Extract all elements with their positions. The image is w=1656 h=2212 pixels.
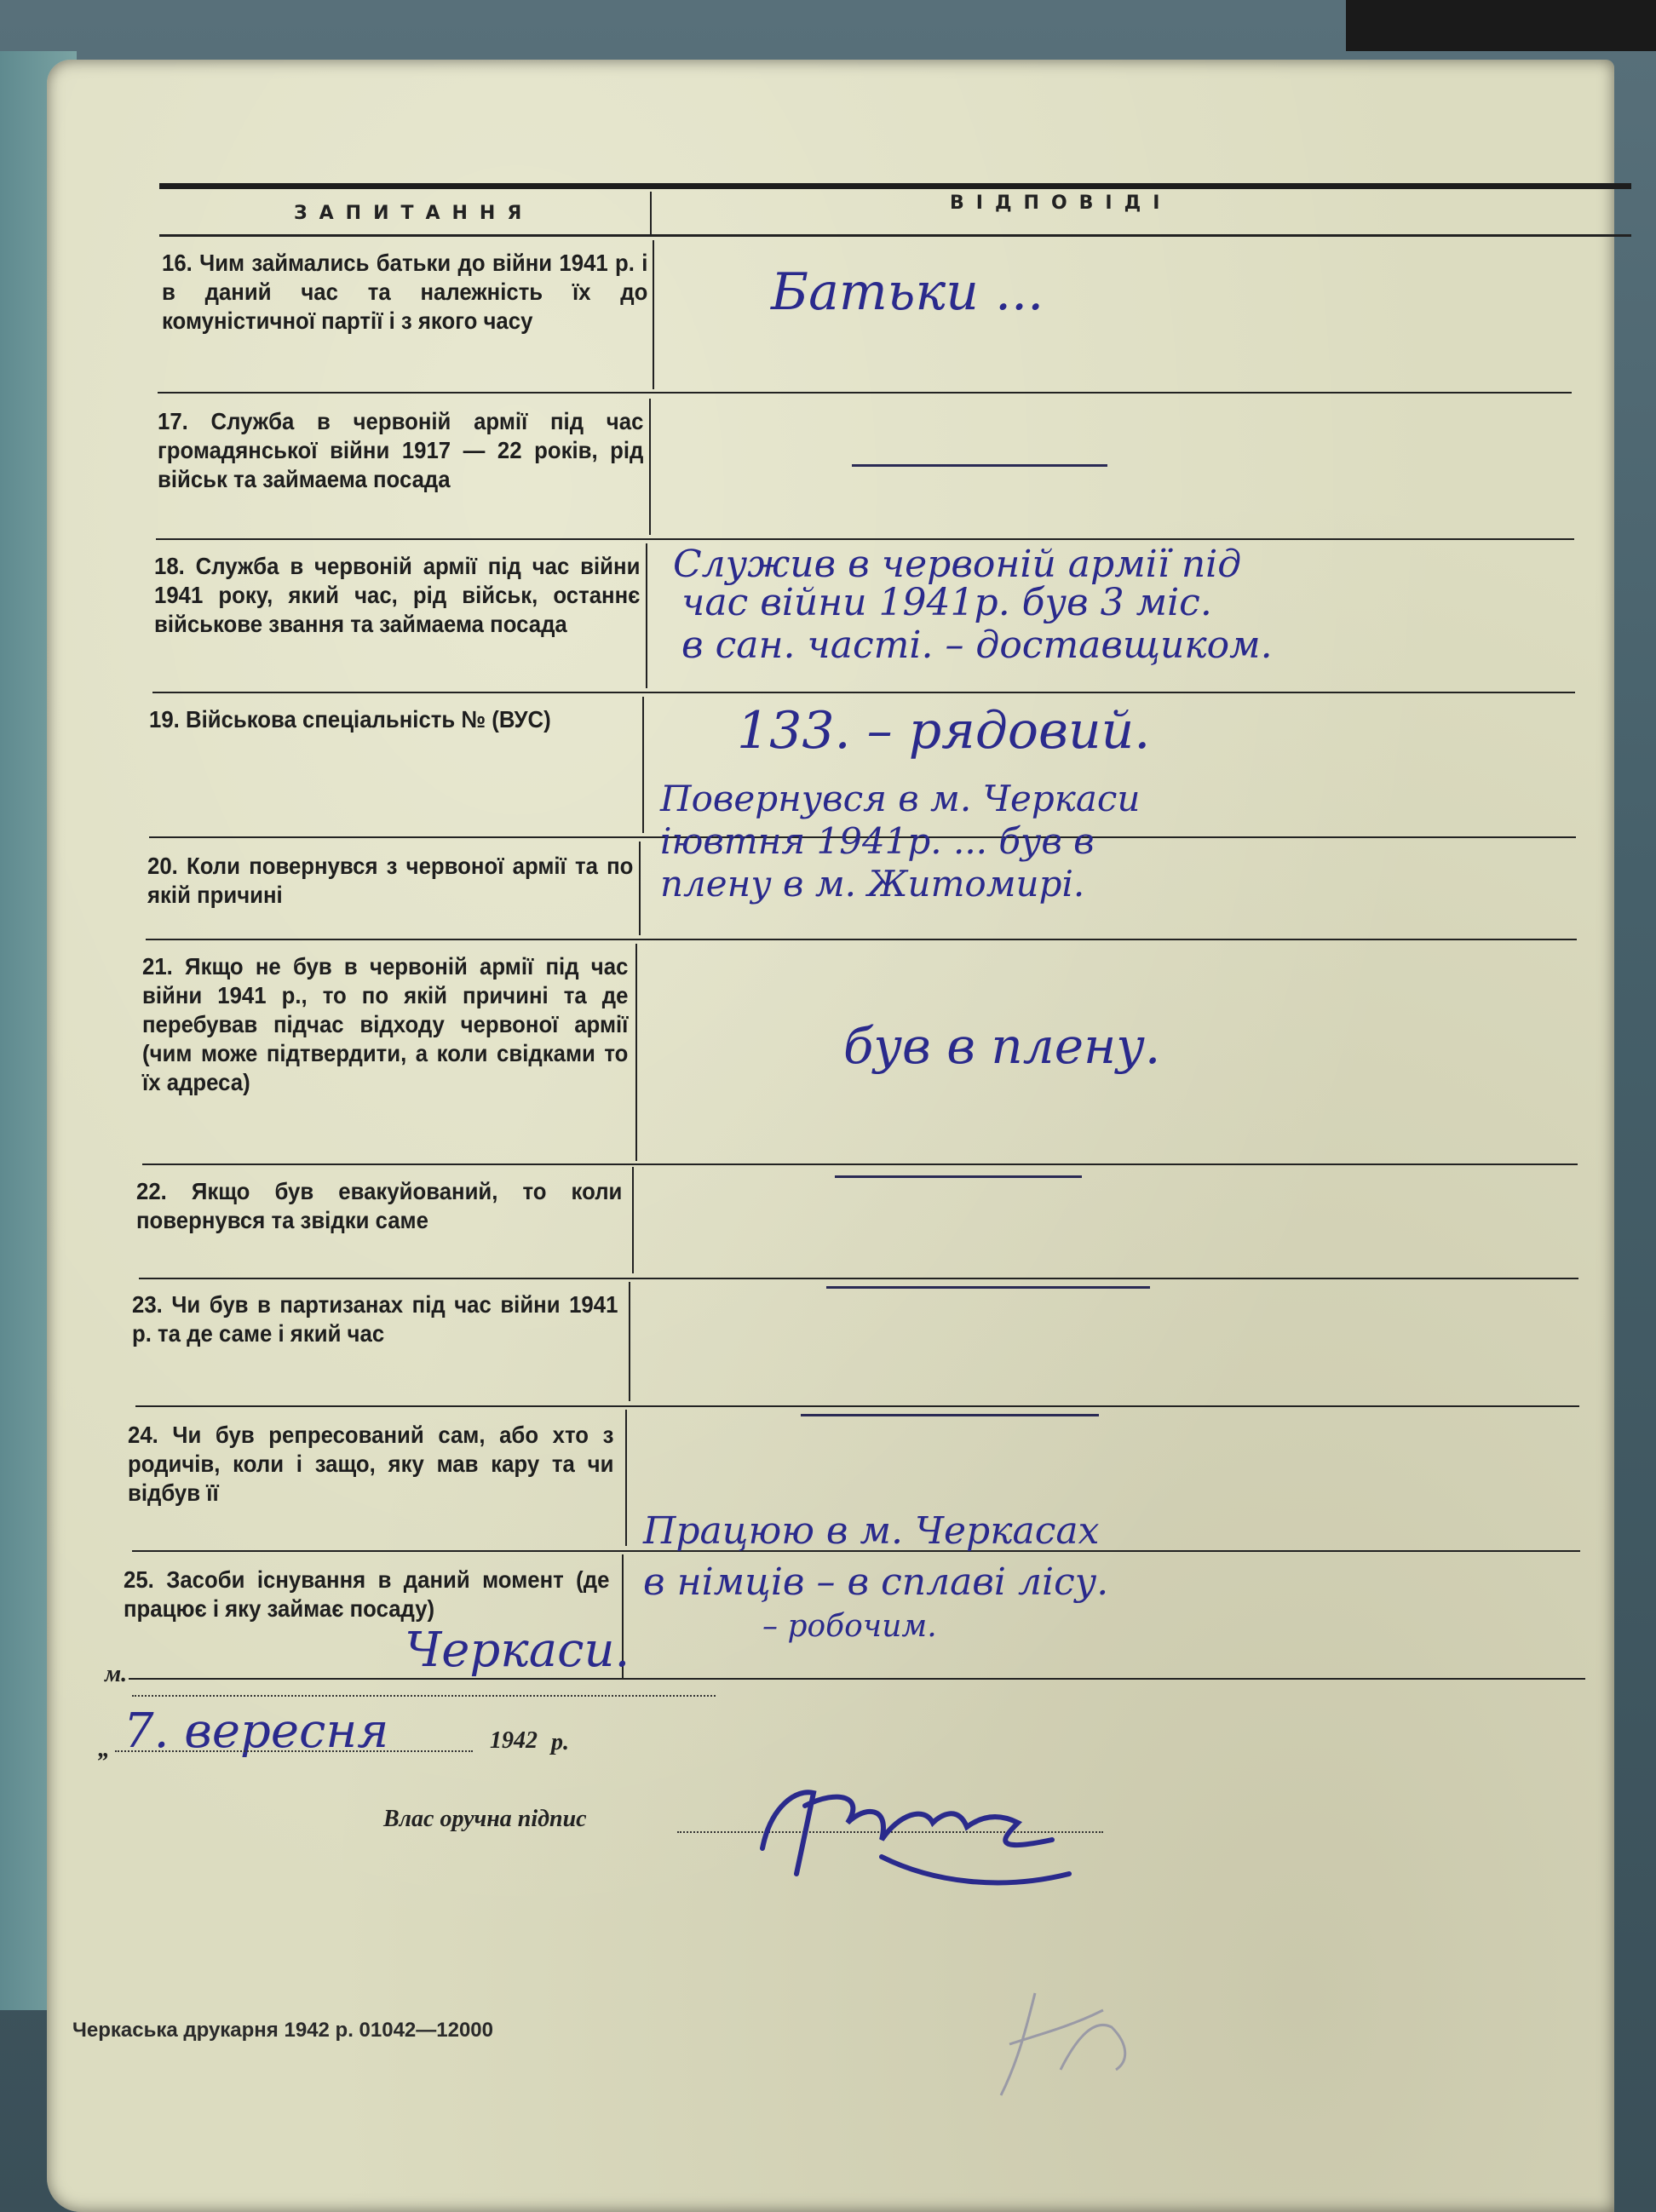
- answer-20-line-2: iювтня 1941р. ... був в: [660, 820, 1095, 862]
- column-divider-21: [635, 944, 637, 1161]
- place-prefix: м.: [105, 1661, 128, 1687]
- column-divider-20: [639, 842, 641, 935]
- column-divider-24: [625, 1410, 627, 1546]
- column-divider-16: [653, 240, 654, 389]
- column-divider-18: [646, 543, 647, 688]
- header-bottom-rule: [159, 234, 1631, 237]
- answer-23-dash: [826, 1286, 1150, 1289]
- question-19: 19. Військова спеціальність № (ВУС): [149, 706, 551, 733]
- answers-header: ВІДПОВІДІ: [950, 192, 1172, 214]
- question-18: 18. Служба в червоній армії під час війни 1941 року, який час, рід військ, останнє військове звання та займаема посада: [154, 553, 641, 637]
- column-divider-23: [629, 1282, 630, 1401]
- date-year: 1942: [490, 1727, 538, 1754]
- answer-25-line-2: в німців – в сплаві лісу.: [643, 1560, 1109, 1604]
- answer-19: 133. – рядовий.: [737, 701, 1151, 761]
- answer-17-dash: [852, 464, 1107, 467]
- question-23: 23. Чи був в партизанах під час війни 1941 р. та де саме і який час: [132, 1291, 618, 1347]
- signature-mark: [745, 1755, 1103, 1899]
- column-divider-17: [649, 399, 651, 535]
- question-17: 17. Служба в червоній армії під час громадянської війни 1917 — 22 років, рід військ та займаема посада: [158, 408, 644, 492]
- question-25: 25. Засоби існування в даний момент (де працює і яку займає посаду): [124, 1566, 610, 1622]
- row-rule-6: [142, 1163, 1578, 1165]
- question-20: 20. Коли повернувся з червоної армії та по якій причині: [147, 853, 634, 908]
- date-day-month: 7. вересня: [124, 1704, 389, 1759]
- place-line: [132, 1695, 716, 1698]
- answer-22-dash: [835, 1175, 1082, 1178]
- answer-18-line-3: в сан. частi. – доставщиком.: [681, 623, 1273, 667]
- printer-footer: Черкаська друкарня 1942 р. 01042—12000: [72, 2019, 494, 2042]
- answer-18-line-1: Служив в червоній армії під: [673, 543, 1242, 586]
- question-22: 22. Якщо був евакуйований, то коли повернувся та звідки саме: [136, 1178, 623, 1233]
- underlying-dark-edge: [1346, 0, 1656, 51]
- signature-label: Влас оручна підпис: [383, 1806, 587, 1832]
- row-rule-10: [129, 1678, 1585, 1680]
- header-top-rule: [159, 183, 1631, 189]
- row-rule-2: [156, 538, 1574, 540]
- answer-24-dash: [801, 1414, 1099, 1416]
- answer-18-line-2: час війни 1941р. був 3 міс.: [681, 581, 1212, 624]
- pencil-mark: [967, 1976, 1163, 2121]
- column-divider-22: [632, 1167, 634, 1273]
- answer-21: був в плену.: [843, 1017, 1161, 1075]
- question-24: 24. Чи був репресований сам, або хто з родичів, коли і защо, яку мав кару та чи відбув її: [128, 1422, 614, 1506]
- question-21: 21. Якщо не був в червоній армії під час війни 1941 р., то по якій причині та де перебував підчас відходу червоної армії (чим може підтвердити, а коли свідками то їх адреса): [142, 953, 629, 1095]
- column-divider-19: [642, 697, 644, 833]
- question-16: 16. Чим займались батьки до війни 1941 р. і в даний час та належність їх до комуністичної партії і з якого часу: [162, 250, 648, 334]
- date-suffix: р.: [551, 1729, 569, 1755]
- header-divider: [650, 192, 652, 234]
- answer-20-line-1: Повернувся в м. Черкаси: [660, 778, 1141, 819]
- row-rule-8: [135, 1405, 1579, 1407]
- date-line: [115, 1750, 473, 1753]
- answer-16: Батьки ...: [771, 262, 1044, 322]
- row-rule-7: [139, 1278, 1578, 1279]
- questions-header: ЗАПИТАННЯ: [294, 203, 534, 224]
- answer-25-line-3: – робочим.: [762, 1609, 937, 1644]
- date-quote: „: [98, 1736, 110, 1762]
- place-value: Черкаси.: [405, 1623, 630, 1678]
- answer-20-line-3: плену в м. Житомирi.: [660, 863, 1085, 905]
- row-rule-1: [158, 392, 1572, 394]
- row-rule-3: [152, 692, 1575, 693]
- row-rule-5: [146, 939, 1577, 940]
- answer-25-line-1: Працюю в м. Черкасах: [643, 1509, 1100, 1553]
- questionnaire-page: [47, 60, 1614, 2212]
